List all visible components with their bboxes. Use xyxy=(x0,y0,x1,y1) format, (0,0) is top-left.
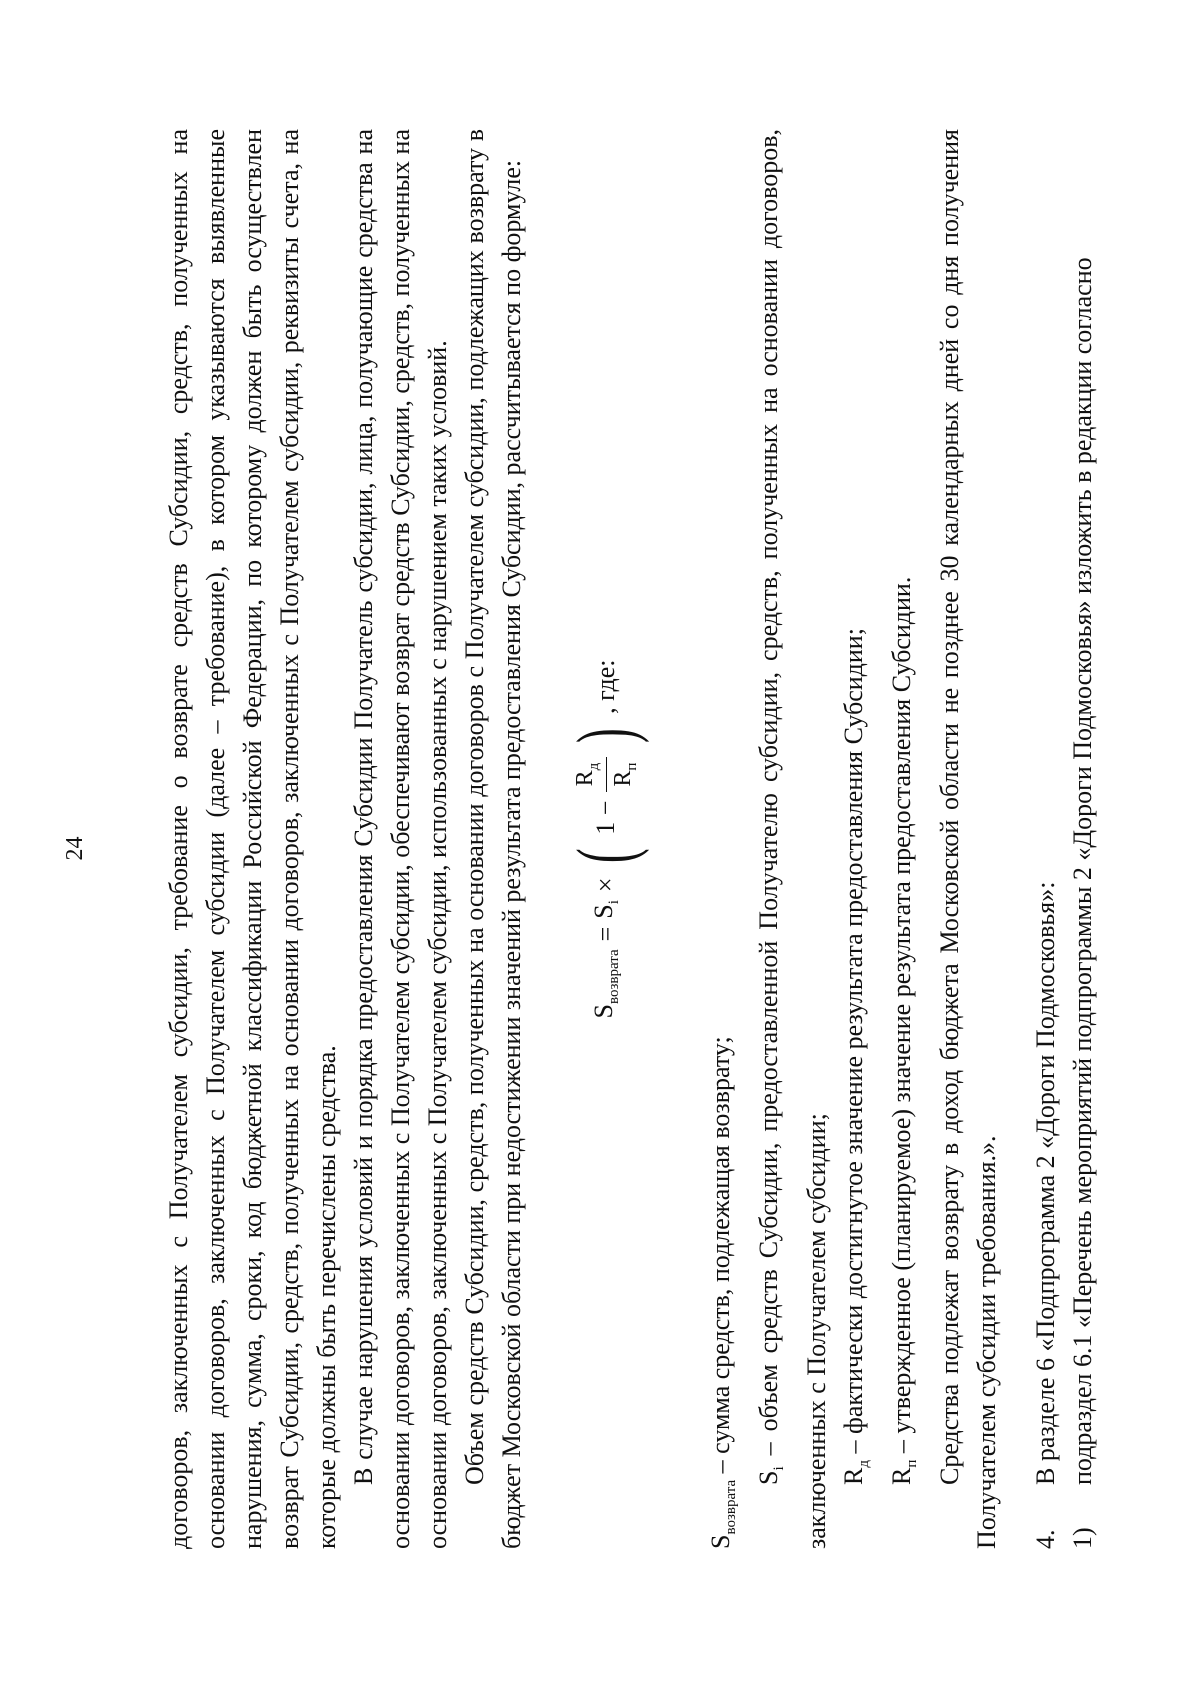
formula-fraction xyxy=(573,757,640,793)
paragraph-return-deadline: Средства подлежат возврату в доход бюджета Московской области не позднее 30 календарных дней со дня получения Получателем субсидии требования.». xyxy=(935,129,1001,1549)
definition-rp: $R_п$ – утвержденное (планируемое) значение результата предоставления Субсидии. xyxy=(887,576,920,1485)
formula-one-minus: 1 − xyxy=(591,800,620,835)
spacer xyxy=(1005,129,1027,1549)
formula-tail: , где: xyxy=(591,659,620,714)
formula-lhs: $S_{возврата}$ xyxy=(588,949,622,1019)
list-item-4 xyxy=(1027,129,1064,1549)
page-number: 24 xyxy=(62,836,88,861)
definition-s-return: $S_{возврата}$ – сумма средств, подлежащая возврату; xyxy=(706,1036,739,1549)
list-number: 1) xyxy=(1068,1527,1097,1549)
formula-left-paren: ( xyxy=(562,848,650,864)
formula-right-paren: ) xyxy=(562,727,650,743)
definition-rd: $R_д$ – фактически достигнутое значение результата предоставления Субсидии; xyxy=(839,628,872,1485)
list-text: подраздел 6.1 «Перечень мероприятий подпрограммы 2 «Дороги Подмосковья» изложить в редакции согласно xyxy=(1068,257,1097,1485)
list-item-1 xyxy=(1064,129,1101,1549)
formula-equals: = xyxy=(591,926,620,942)
document-body xyxy=(160,129,1101,1549)
list-number: 4. xyxy=(1031,1529,1060,1549)
return-formula xyxy=(562,129,650,1549)
paragraph-violation: В случае нарушения условий и порядка предоставления Субсидии Получатель субсидии, лица, получающие средства на основании договоров, заключенных с Получателем субсидии, обеспечивают возврат средств Субсидии, средств, полученных на основании договоров, заключенных с Получателем субсидии, использованных с нарушением таких условий. xyxy=(349,129,452,1549)
formula-definitions xyxy=(702,129,1005,1549)
formula-numerator: $R_д$ xyxy=(573,757,607,793)
formula-si: $S_i$ xyxy=(588,900,622,919)
formula-times: × xyxy=(591,877,620,893)
paragraph-volume: Объем средств Субсидии, средств, полученных на основании договоров с Получателем субсидии, подлежащих возврату в бюджет Московской области при недостижении значений результата предоставления Субсидии, рассчитывается по формуле: xyxy=(460,129,526,1549)
paragraph-requirement: договоров, заключенных с Получателем субсидии, требование о возврате средств Субсидии, средств, полученных на основании договоров, заключенных с Получателем субсидии (далее – требование), в котором указываются выявленные нарушения, сумма, сроки, код бюджетной классификации Российской Федерации, по которому должен быть осуществлен возврат Субсидии, средств, полученных на основании договоров, заключенных с Получателем субсидии, реквизиты счета, на которые должны быть перечислены средства. xyxy=(164,129,341,1549)
formula-denominator: $R_п$ xyxy=(609,762,640,787)
list-text: В разделе 6 «Подпрограмма 2 «Дороги Подмосковья»: xyxy=(1031,881,1060,1485)
definition-si: $S_i$ – объем средств Субсидии, предоставленной Получателю субсидии, средств, полученных на основании договоров, заключенных с Получателем субсидии; xyxy=(754,129,831,1549)
